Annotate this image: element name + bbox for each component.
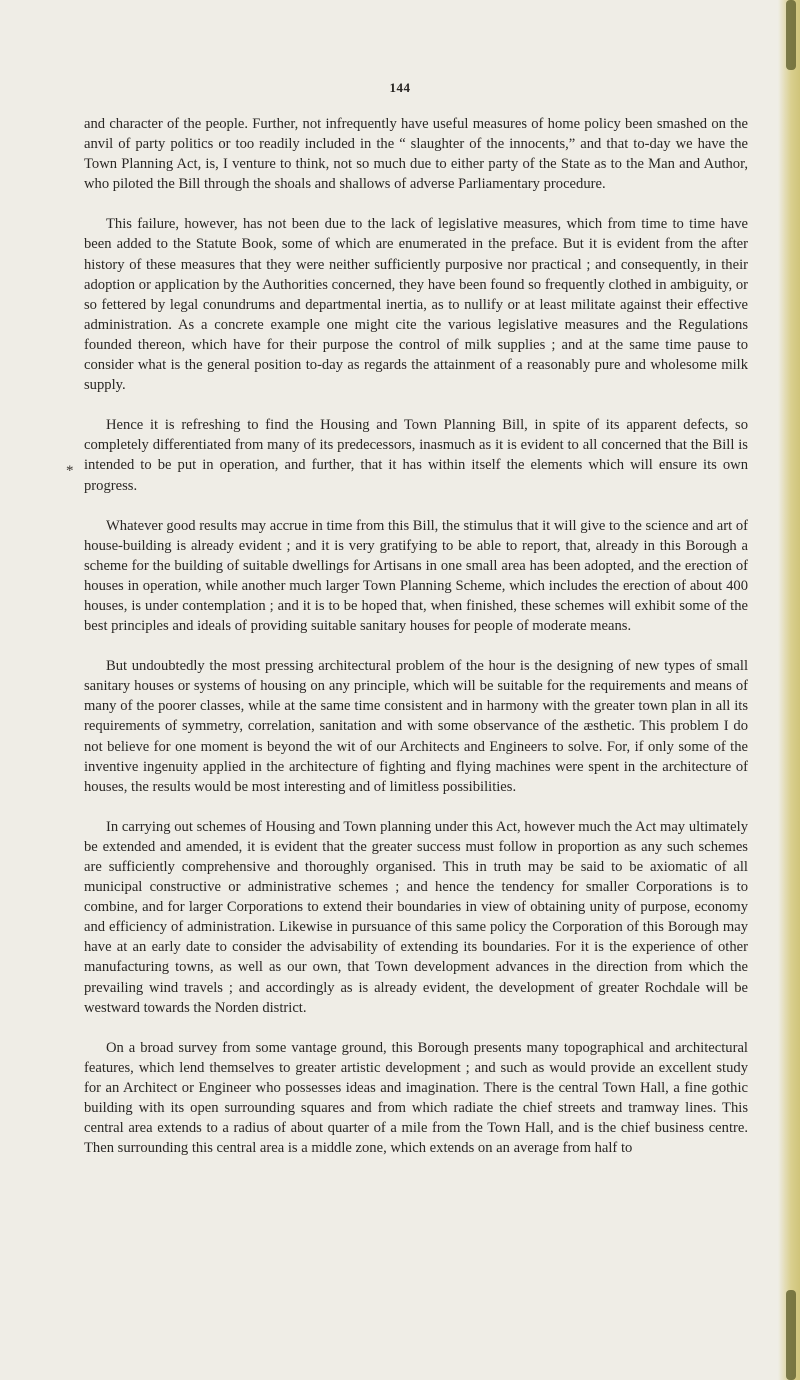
paragraph: This failure, however, has not been due to the lack of legislative measures, which from time to time have been added to the Statute Book, some of which are enumerated in the preface. But it is evident from the after history of these measures that they were neither sufficiently purposive nor practical ; and consequently, in their adoption or application by the Authorities concerned, they have been found so frequently clothed in ambiguity, or so fettered by legal conundrums and departmental inertia, as to nullify or at least militate against their effective administration. As a concrete example one might cite the various legislative measures and the Regulations founded thereon, which have for their purpose the control of milk supplies ; and at the same time pause to consider what is the general position to-day as regards the attainment of a reasonably pure and wholesome milk supply. (84, 216, 748, 394)
page-number: 144 (389, 80, 411, 95)
body-text (84, 114, 748, 1178)
paragraph: In carrying out schemes of Housing and Town planning under this Act, however much the Act may ultimately be extended and amended, it is evident that the greater success must follow in proportion as any such schemes are sufficiently comprehensive and thoroughly organised. This in truth may be said to be axiomatic of all municipal constructive or administrative schemes ; and hence the tendency for smaller Corporations is to combine, and for larger Corporations to extend their boundaries in view of obtaining unity of purpose, economy and efficiency of administration. Likewise in pursuance of this same policy the Corporation of this Borough may have at an early date to consider the advisability of extending its boundaries. For it is the experience of other manufacturing towns, as well as our own, that Town development advances in the direction from which the prevailing wind travels ; and accordingly as is already evident, the development of greater Rochdale will be westward towards the Norden district. (84, 818, 748, 1016)
page-edge-dark-band (786, 0, 796, 70)
page-edge-dark-band (786, 1290, 796, 1380)
paragraph: Hence it is refreshing to find the Housing and Town Planning Bill, in spite of its apparent defects, so completely differentiated from many of its predecessors, inasmuch as it is evident to all concerned that the Bill is intended to be put in operation, and further, that it has within itself the elements which will ensure its own progress. (84, 417, 748, 494)
paragraph: and character of the people. Further, not infrequently have useful measures of home policy been smashed on the anvil of party politics or too readily included in the “ slaughter of the innocents,” and that to-day we have the Town Planning Act, is, I venture to think, not so much due to either party of the State as to the Man and Author, who piloted the Bill through the shoals and shallows of adverse Parliamentary procedure. (84, 116, 748, 193)
paragraph: On a broad survey from some vantage ground, this Borough presents many topographical and architectural features, which lend themselves to greater artistic development ; and such as would provide an excellent study for an Architect or Engineer who possesses ideas and imagination. There is the central Town Hall, a fine gothic building with its open surrounding squares and from which radiate the chief streets and tramway lines. This central area extends to a radius of about quarter of a mile from the Town Hall, and is the chief business centre. Then surrounding this central area is a middle zone, which extends on an average from half to (84, 1039, 748, 1157)
margin-annotation-mark: * (66, 463, 74, 479)
page-edge-shadow (778, 0, 800, 1380)
paragraph: But undoubtedly the most pressing architectural problem of the hour is the designing of new types of small sanitary houses or systems of housing on any principle, which will be suitable for the requirements and means of many of the poorer classes, while at the same time consistent and in harmony with the greater town plan in all its requirements of symmetry, correlation, sanitation and with some observance of the æsthetic. This problem I do not believe for one moment is beyond the wit of our Architects and Engineers to solve. For, if only some of the inventive ingenuity applied in the architecture of fighting and flying machines were spent in the architecture of houses, the results would be most interesting and of limitless possibilities. (84, 658, 748, 795)
paragraph: Whatever good results may accrue in time from this Bill, the stimulus that it will give to the science and art of house-building is already evident ; and it is very gratifying to be able to report, that, already in this Borough a scheme for the building of suitable dwellings for Artisans in one small area has been adopted, and the erection of houses in operation, while another much larger Town Planning Scheme, which includes the erection of about 400 houses, is under contemplation ; and it is to be hoped that, when finished, these schemes will exhibit some of the best principles and ideals of providing suitable sanitary houses for people of moderate means. (84, 517, 748, 635)
